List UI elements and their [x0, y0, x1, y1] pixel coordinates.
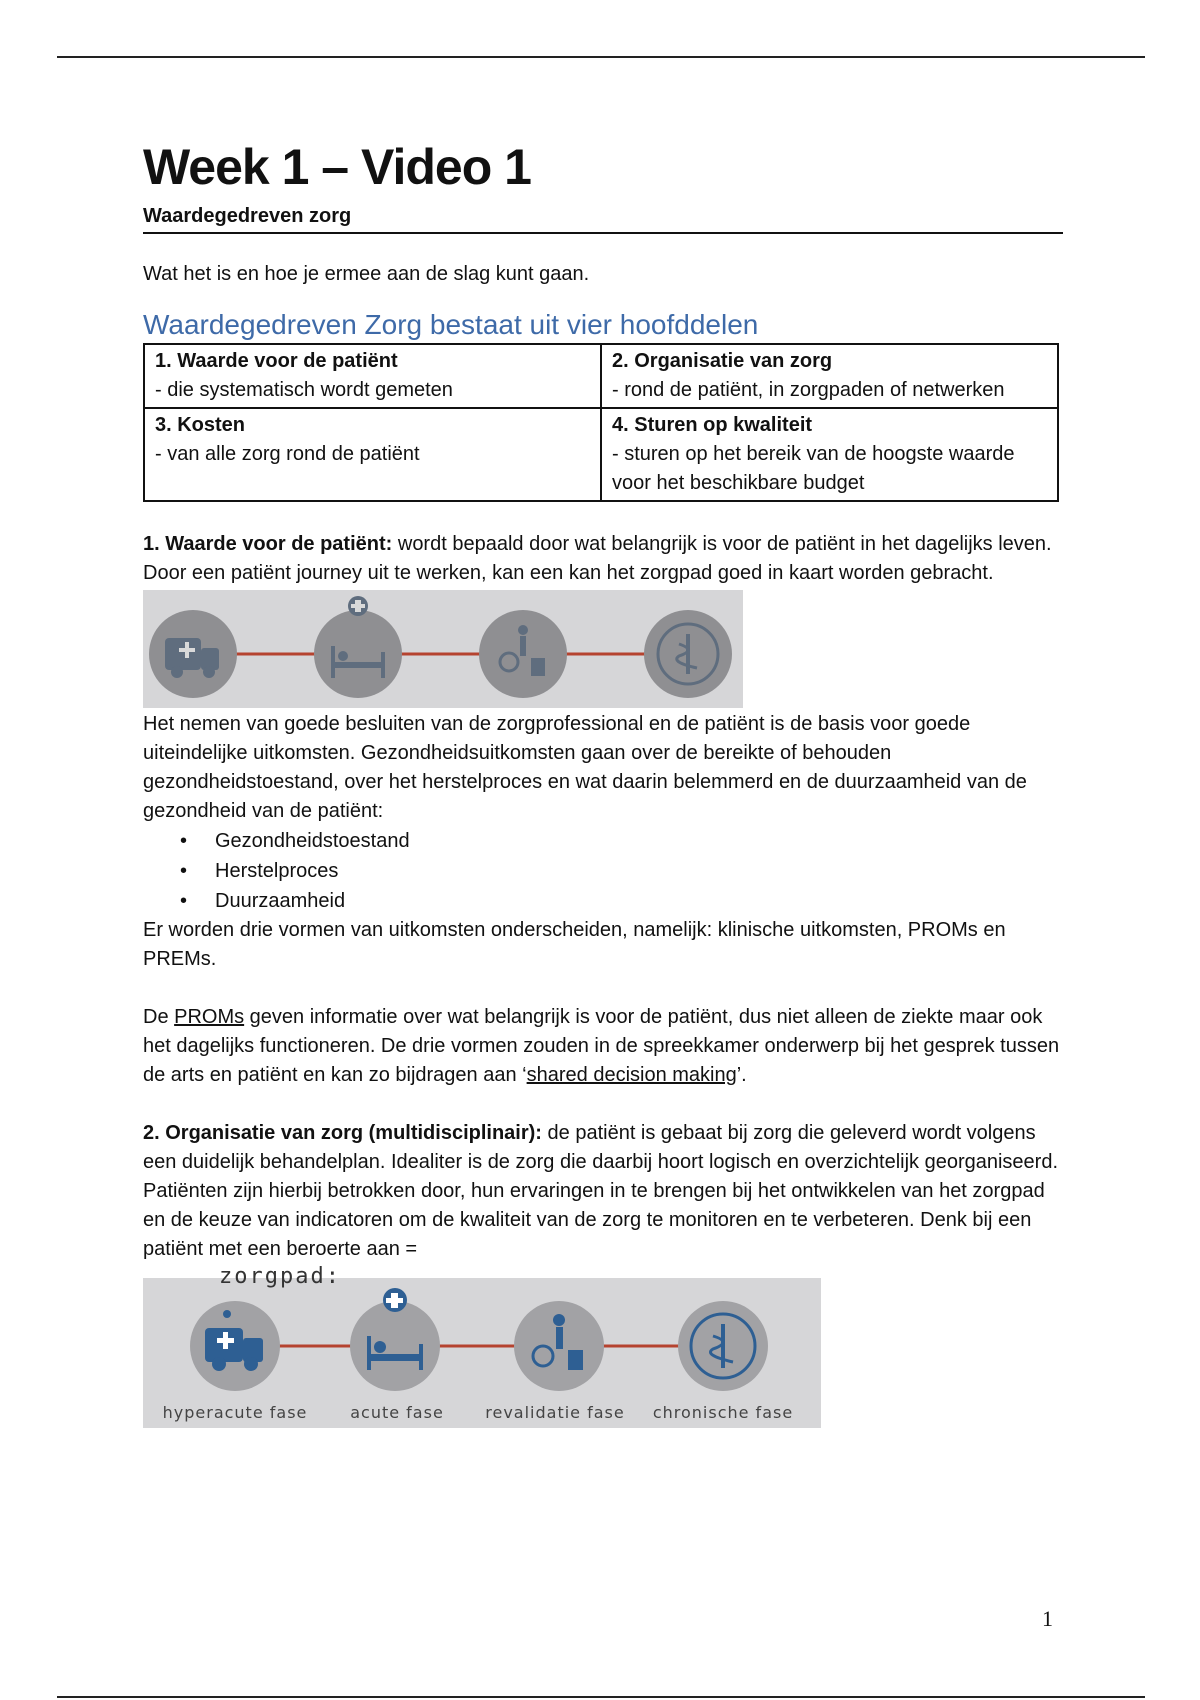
- section2-paragraph: [143, 1119, 1063, 1264]
- list-item: • Herstelproces: [215, 856, 1063, 886]
- page-number: 1: [1042, 1606, 1053, 1631]
- outcome-list: [143, 826, 1063, 916]
- para4-text-a: De: [143, 1006, 175, 1028]
- top-rule: [57, 56, 1145, 58]
- cell-title: 3. Kosten: [155, 414, 246, 436]
- proms-term: PROMs: [174, 1006, 245, 1028]
- table-cell: [144, 408, 601, 501]
- ambulance-icon: [149, 610, 237, 698]
- cell-title: 1. Waarde voor de patiënt: [155, 350, 398, 372]
- list-item: • Gezondheidstoestand: [215, 826, 1063, 856]
- page-subtitle: Waardegedreven zorg: [143, 205, 1063, 234]
- document-page: [143, 140, 1063, 1428]
- table-cell: [144, 344, 601, 408]
- phase-label: chronische fase: [652, 1403, 794, 1422]
- cell-title: 4. Sturen op kwaliteit: [612, 414, 813, 436]
- section1-text: wordt bepaald door wat belangrijk is voor de patiënt in het dagelijks leven. Door een patiënt journey uit te werken, kan een kan het zorgpad goed in kaart worden gebracht.: [143, 533, 1052, 584]
- four-parts-table: [143, 343, 1059, 502]
- section2-text: de patiënt is gebaat bij zorg die geleverd wordt volgens een duidelijk behandelplan. Idealiter is de zorg die daarbij hoort logisch en overzichtelijk georganiseerd. Patiënten zijn hierbij betrokken door, hun ervaringen in te brengen bij het ontwikkelen van het zorgpad en de keuze van indicatoren om de kwaliteit van de zorg te monitoren en te verbeteren. Denk bij een patiënt met een beroerte aan =: [143, 1122, 1059, 1260]
- cell-desc: - sturen op het bereik van de hoogste waarde voor het beschikbare budget: [612, 443, 1015, 494]
- page-title: Week 1 – Video 1: [143, 139, 531, 195]
- caduceus-icon: [678, 1301, 768, 1391]
- phase-label: revalidatie fase: [485, 1403, 625, 1422]
- zorgpad-label: zorgpad:: [219, 1264, 341, 1289]
- section-heading: Waardegedreven Zorg bestaat uit vier hoofddelen: [143, 309, 759, 340]
- section1-lead: 1. Waarde voor de patiënt:: [143, 533, 393, 555]
- ambulance-icon: [190, 1301, 280, 1391]
- patient-journey-image: [143, 590, 743, 708]
- cell-desc: - van alle zorg rond de patiënt: [155, 443, 420, 465]
- para4-text-c: ’.: [736, 1064, 747, 1086]
- cell-desc: - die systematisch wordt gemeten: [155, 379, 453, 401]
- phase-label: acute fase: [350, 1403, 444, 1422]
- para4-text-b: geven informatie over wat belangrijk is voor de patiënt, dus niet alleen de ziekte maar ook het dagelijks functioneren. De drie vormen zouden in de spreekkamer onderwerp bij het gesprek tussen de arts en patiënt en kan zo bijdragen aan ‘: [143, 1006, 1060, 1086]
- list-item: • Duurzaamheid: [215, 886, 1063, 916]
- section1-paragraph: [143, 530, 1063, 588]
- section2-lead: 2. Organisatie van zorg (multidisciplinair):: [143, 1122, 542, 1144]
- caduceus-icon: [644, 610, 732, 698]
- intro-text: Wat het is en hoe je ermee aan de slag kunt gaan.: [143, 263, 590, 285]
- patient-journey-svg: [143, 590, 743, 708]
- table-cell: [601, 408, 1058, 501]
- section1-para4: [143, 1003, 1063, 1090]
- table-cell: [601, 344, 1058, 408]
- shared-decision-making-term: shared decision making: [526, 1064, 737, 1086]
- section1-para2: Het nemen van goede besluiten van de zorgprofessional en de patiënt is de basis voor goede uiteindelijke uitkomsten. Gezondheidsuitkomsten gaan over de bereikte of behouden gezondheidstoestand, over het herstelproces en wat daarin belemmerd en de duurzaamheid van de gezondheid van de patiënt:: [143, 713, 1027, 822]
- zorgpad-image: [143, 1264, 821, 1428]
- bottom-rule: [57, 1696, 1145, 1698]
- cell-desc: - rond de patiënt, in zorgpaden of netwerken: [612, 379, 1005, 401]
- section1-para3: Er worden drie vormen van uitkomsten onderscheiden, namelijk: klinische uitkomsten, PROMs en PREMs.: [143, 919, 1006, 970]
- zorgpad-svg: [143, 1278, 821, 1428]
- phase-label: hyperacute fase: [162, 1403, 308, 1422]
- rehabilitation-icon: [514, 1301, 604, 1391]
- rehabilitation-icon: [479, 610, 567, 698]
- cell-title: 2. Organisatie van zorg: [612, 350, 833, 372]
